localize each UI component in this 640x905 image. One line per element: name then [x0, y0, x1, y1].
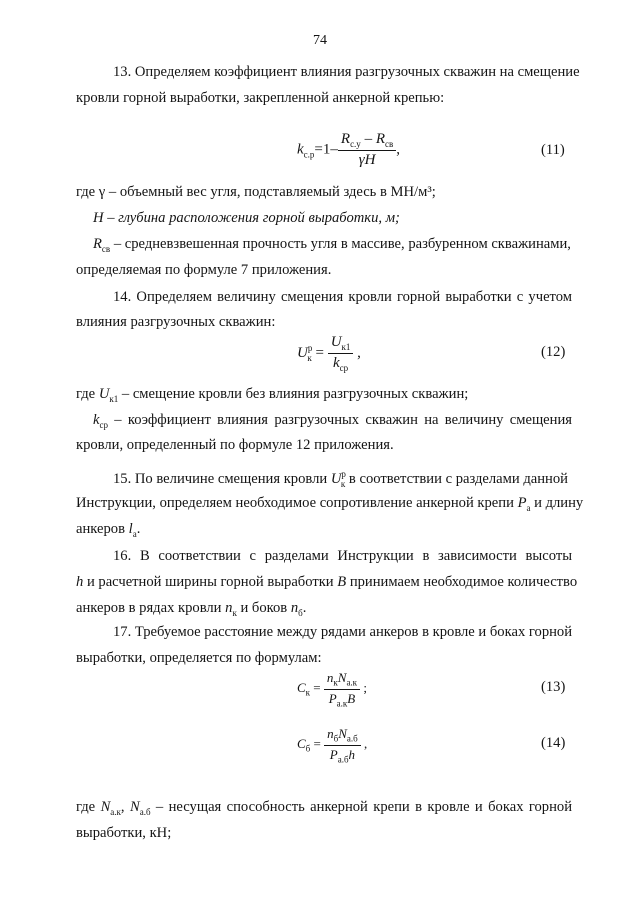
- definition-rsv-line-1: $R_{св}$ – средневзвешенная прочность угля в массиве, разбуренном скважинами,: [93, 236, 571, 254]
- definition-nak-nab-line-1: где $N_{а.к}$, $N_{а.б}$ – несущая способность анкерной крепи в кровле и боках горной: [76, 799, 573, 817]
- equation-13-fraction: $\frac{n_кN_{а.к}}{P_{а.к}B}$: [324, 670, 360, 708]
- paragraph-15-line-1: 15. По величине смещения кровли $U^р_к$ в соответствии с разделами данной: [113, 469, 568, 489]
- equation-11: $k_{с.р}=1-$ $\frac{R_{с.у} - R_{св}}{\gamma H}$ ,: [297, 131, 400, 168]
- definition-h: H – глубина расположения горной выработки, м;: [93, 210, 400, 226]
- paragraph-13-line-1: 13. Определяем коэффициент влияния разгрузочных скважин на смещение: [113, 64, 580, 80]
- definition-uk1: где $U_{к1}$ – смещение кровли без влияния разгрузочных скважин;: [76, 386, 469, 404]
- paragraph-15-line-2: Инструкции, определяем необходимое сопротивление анкерной крепи $P_а$ и длину: [76, 495, 584, 513]
- paragraph-14-line-1: 14. Определяем величину смещения кровли горной выработки с учетом: [113, 289, 572, 305]
- equation-12-fraction: $\frac{U_{к1}}{k_{ср}}$: [328, 334, 354, 373]
- equation-13: $C_к$ = $\frac{n_кN_{а.к}}{P_{а.к}B}$ ;: [297, 670, 367, 709]
- paragraph-14-line-2: влияния разгрузочных скважин:: [76, 314, 276, 330]
- paragraph-16-line-2: h и расчетной ширины горной выработки B принимаем необходимое количество: [76, 574, 578, 590]
- equation-14-number: (14): [541, 735, 566, 751]
- paragraph-17-line-1: 17. Требуемое расстояние между рядами анкеров в кровле и боках горной: [113, 624, 573, 640]
- definition-gamma: где γ – объемный вес угля, подставляемый здесь в МН/м³;: [76, 184, 436, 200]
- paragraph-17-line-2: выработки, определяется по формулам:: [76, 650, 322, 666]
- definition-ksr-line-1: $k_{ср}$ – коэффициент влияния разгрузочных скважин на величину смещения: [93, 412, 572, 430]
- page-number: 74: [313, 33, 327, 48]
- paragraph-16-line-3: анкеров в рядах кровли $n_к$ и боков $n_б$.: [76, 600, 307, 618]
- equation-14-fraction: $\frac{n_бN_{а.б}}{P_{а.б}h}$: [324, 726, 361, 764]
- equation-12: $U^р_к$ = $\frac{U_{к1}}{k_{ср}}$ ,: [297, 334, 361, 373]
- equation-12-number: (12): [541, 344, 566, 360]
- equation-11-fraction: $\frac{R_{с.у} - R_{св}}{\gamma H}$: [338, 131, 396, 169]
- definition-nak-nab-line-2: выработки, кН;: [76, 825, 172, 841]
- equation-13-number: (13): [541, 679, 566, 695]
- paragraph-15-line-3: анкеров $l_а$.: [76, 521, 141, 539]
- paragraph-16-line-1: 16. В соответствии с разделами Инструкции в зависимости высоты: [113, 548, 572, 564]
- definition-rsv-line-2: определяемая по формуле 7 приложения.: [76, 262, 332, 278]
- equation-14: $C_б$ = $\frac{n_бN_{а.б}}{P_{а.б}h}$ ,: [297, 726, 368, 765]
- equation-11-number: (11): [541, 142, 565, 158]
- paragraph-13-line-2: кровли горной выработки, закрепленной анкерной крепью:: [76, 90, 445, 106]
- definition-ksr-line-2: кровли, определенный по формуле 12 приложения.: [76, 437, 394, 453]
